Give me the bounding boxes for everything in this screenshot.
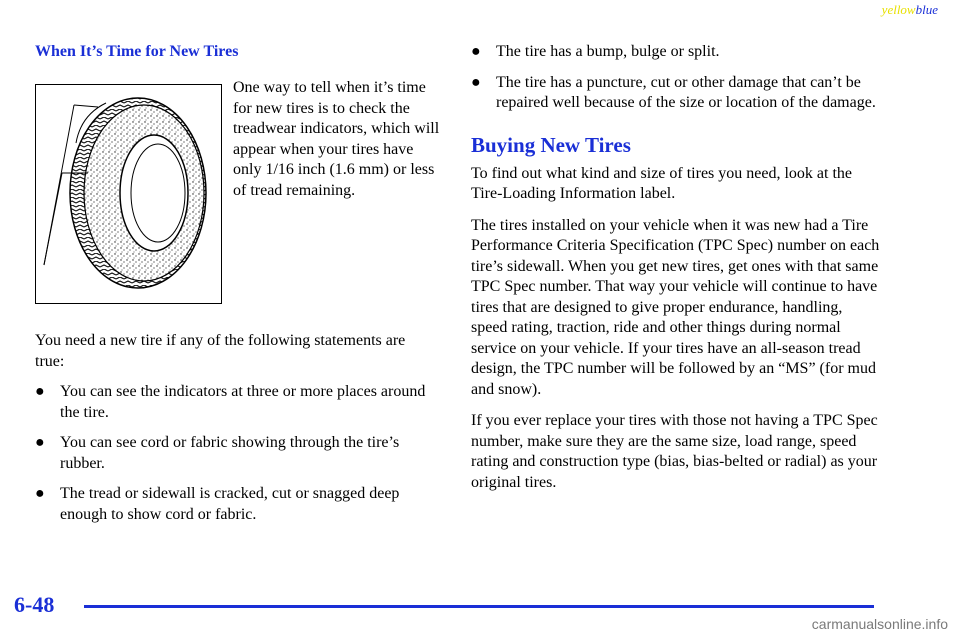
paragraph-tire-size: To find out what kind and size of tires you need, look at the Tire-Loading Information label.	[471, 164, 853, 202]
list-item	[471, 42, 881, 63]
bullet-dot-icon: ●	[35, 383, 45, 400]
bullet-text: The tire has a puncture, cut or other damage that can’t be repaired well because of the size or location of the damage.	[496, 73, 876, 111]
bullet-text: The tire has a bump, bulge or split.	[496, 43, 720, 60]
right-bullet-list	[471, 42, 881, 114]
heading-buying-new-tires: Buying New Tires	[471, 132, 631, 157]
intro-paragraph: One way to tell when it’s time for new tires is to check the treadwear indicators, which will appear when your tires have only 1/16 inch (1.6 mm) or less of tread remaining.	[233, 79, 440, 199]
footer-divider	[84, 605, 874, 608]
bullet-text: The tread or sidewall is cracked, cut or snagged deep enough to show cord or fabric.	[60, 485, 400, 523]
bullet-dot-icon: ●	[35, 434, 45, 451]
bullet-dot-icon: ●	[471, 43, 481, 60]
left-lower-content	[35, 331, 437, 525]
header-color-tags	[882, 2, 938, 18]
statement-paragraph: You need a new tire if any of the following statements are true:	[35, 332, 406, 370]
header-yellow-word: yellow	[881, 2, 916, 17]
list-item	[35, 484, 437, 525]
subheading-new-tires: When It’s Time for New Tires	[35, 43, 239, 60]
watermark-text: carmanualsonline.info	[811, 616, 948, 632]
tire-illustration	[35, 84, 222, 304]
bullet-text: You can see the indicators at three or more places around the tire.	[60, 383, 426, 421]
page-number: 6-48	[14, 592, 55, 617]
paragraph-replacement: If you ever replace your tires with those not having a TPC Spec number, make sure they are the same size, load range, speed rating and construction type (bias, bias-belted or radial) as your original tires.	[471, 412, 878, 491]
bullet-dot-icon: ●	[35, 485, 45, 502]
bullet-dot-icon: ●	[471, 73, 481, 91]
paragraph-tpc-spec: The tires installed on your vehicle when it was new had a Tire Performance Criteria Specification (TPC Spec) number on each tire’s sidewall. When you get new tires, get ones with that same TPC Spec number. That way your vehicle will continue to have tires that are designed to give proper endurance, handling, speed rating, traction, ride and other things during normal service on your vehicle. If your tires have an all-season tread design, the TPC number will be followed by an “MS” (for mud and snow).	[471, 216, 880, 398]
left-bullet-list	[35, 382, 437, 525]
right-column	[471, 42, 881, 504]
list-item	[35, 433, 437, 474]
header-blue-word: blue	[915, 2, 938, 17]
tire-drawing	[36, 85, 220, 302]
left-column	[35, 42, 440, 523]
bullet-text: You can see cord or fabric showing through the tire’s rubber.	[60, 434, 400, 472]
list-item	[471, 73, 881, 114]
list-item	[35, 382, 437, 423]
